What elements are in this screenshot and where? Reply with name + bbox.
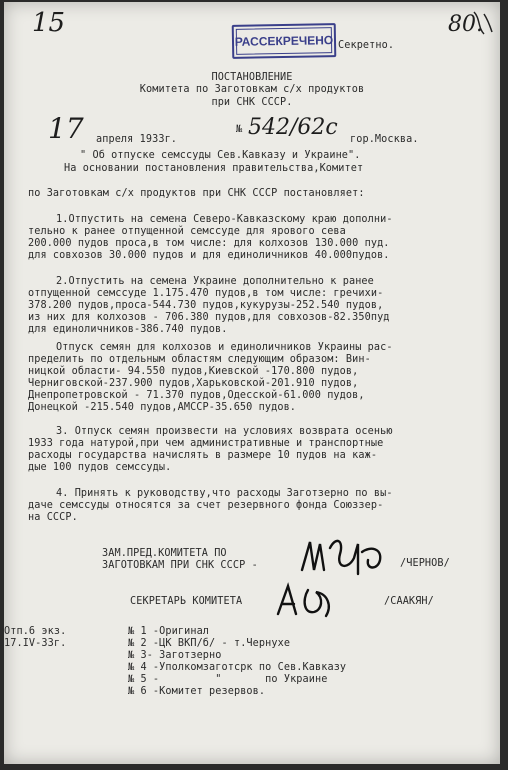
paragraph-5-line-1: 4. Принять к руководству,что расходы Заготзерно по вы- <box>56 488 393 499</box>
secretary-signature <box>272 580 362 624</box>
handwritten-document-number: 542/62с <box>248 115 338 140</box>
paragraph-3-line-4: Черниговской-237.900 пудов,Харьковской-201.910 пудов, <box>28 378 359 389</box>
paragraph-5-line-2: даче семссуды относятся за счет резервного фонда Союззер- <box>28 500 384 511</box>
distribution-item-5: № 5 - " по Украине <box>128 674 328 685</box>
paragraph-2-line-5: для единоличников-386.740 пудов. <box>28 324 228 335</box>
handwritten-date-day: 17 <box>48 112 84 145</box>
chair-title-line-1: ЗАМ.ПРЕД.КОМИТЕТА ПО <box>102 548 227 559</box>
secret-label: Секретно. <box>338 40 395 51</box>
paragraph-1-line-1: 1.Отпустить на семена Северо-Кавказскому краю дополни- <box>56 214 393 225</box>
document-title: ПОСТАНОВЛЕНИЕ <box>211 72 293 83</box>
paragraph-2-line-1: 2.Отпустить на семена Украине дополнительно к ранее <box>56 276 374 287</box>
paragraph-4-line-1: 3. Отпуск семян произвести на условиях возврата осенью <box>56 426 393 437</box>
paragraph-4-line-4: дые 100 пудов семссуды. <box>28 462 172 473</box>
handwritten-page-number-left: 15 <box>32 8 66 38</box>
document-place: гор.Москва. <box>350 134 419 145</box>
declassified-stamp: РАССЕКРЕЧЕНО <box>232 23 337 59</box>
paragraph-4-line-3: расходы государства начислять в размере 10 пудов на каж- <box>28 450 378 461</box>
distribution-item-6: № 6 -Комитет резервов. <box>128 686 266 697</box>
secretary-title: СЕКРЕТАРЬ КОМИТЕТА <box>130 596 243 607</box>
distribution-item-2: № 2 -ЦК ВКП/б/ - т.Чернухе <box>128 638 291 649</box>
chair-signature <box>296 530 396 584</box>
paragraph-1-line-2: тельно к ранее отпущенной семссуде для ярового сева <box>28 226 346 237</box>
secretary-name: /СААКЯН/ <box>384 596 434 607</box>
handwritten-page-number-right: 80. <box>448 12 483 37</box>
paragraph-2-line-3: 378.200 пудов,проса-544.730 пудов,кукурузы-252.540 пудов, <box>28 300 384 311</box>
copies-count: Отп.6 экз. <box>4 626 67 637</box>
chair-title-line-2: ЗАГОТОВКАМ ПРИ СНК СССР - <box>102 560 258 571</box>
distribution-item-1: № 1 -Оригинал <box>128 626 210 637</box>
distribution-item-4: № 4 -Уполкомзаготсрк по Сев.Кавказу <box>128 662 347 673</box>
paragraph-3-line-5: Днепропетровской - 71.370 пудов,Одесской-61.000 пудов, <box>28 390 365 401</box>
paragraph-3-line-3: ницкой области- 94.550 пудов,Киевской -170.800 пудов, <box>28 366 359 377</box>
paragraph-2-line-4: из них для колхозов - 706.380 пудов,для совхозов-82.350пуд <box>28 312 390 323</box>
distribution-date: 17.IV-33г. <box>4 638 67 649</box>
document-subtitle-2: при СНК СССР. <box>211 97 293 108</box>
document-date: апреля 1933г. <box>96 134 178 145</box>
paragraph-3-line-2: пределить по отдельным областям следующим образом: Вин- <box>28 354 371 365</box>
handwritten-scribble-top-right <box>470 8 496 38</box>
paragraph-1-line-3: 200.000 пудов проса,в том числе: для колхозов 130.000 пуд. <box>28 238 390 249</box>
preamble-line-2: по Заготовкам с/х продуктов при СНК СССР постановляет: <box>28 188 365 199</box>
document-subject: " Об отпуске семссуды Сев.Кавказу и Украине". <box>80 150 361 161</box>
paragraph-2-line-2: отпущенной семссуде 1.175.470 пудов,в том числе: гречихи- <box>28 288 384 299</box>
paragraph-5-line-3: на СССР. <box>28 512 78 523</box>
paragraph-3-line-1: Отпуск семян для колхозов и единоличников Украины рас- <box>56 342 393 353</box>
document-subtitle-1: Комитета по Заготовкам с/х продуктов <box>139 84 365 95</box>
number-prefix: № <box>236 124 243 135</box>
paragraph-4-line-2: 1933 года натурой,при чем административные и транспортные <box>28 438 384 449</box>
paragraph-1-line-4: для совхозов 30.000 пудов и для единоличников 40.000пудов. <box>28 250 390 261</box>
document-page <box>4 2 500 764</box>
chair-name: /ЧЕРНОВ/ <box>400 558 450 569</box>
distribution-item-3: № 3- Заготзерно <box>128 650 222 661</box>
preamble-line-1: На основании постановления правительства,Комитет <box>64 163 364 174</box>
paragraph-3-line-6: Донецкой -215.540 пудов,АМССР-35.650 пудов. <box>28 402 297 413</box>
